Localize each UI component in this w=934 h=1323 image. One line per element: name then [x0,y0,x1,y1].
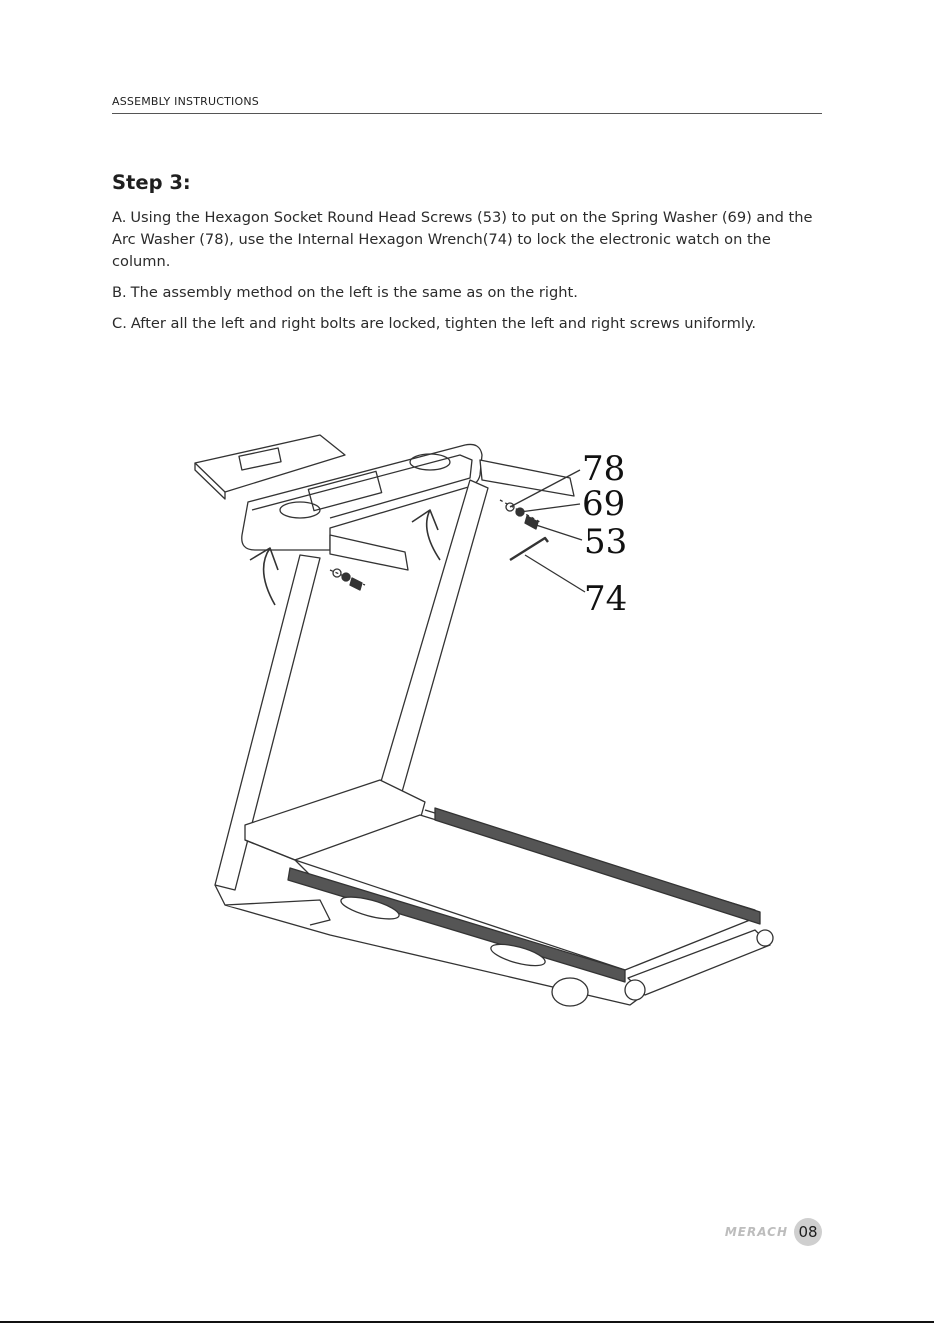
instruction-prefix: B. [112,284,127,301]
instruction-text: After all the left and right bolts are locked, tighten the left and right screws uniformly. [130,315,757,332]
callout-74: 74 [584,579,628,619]
instruction-c [112,313,828,335]
instruction-prefix: A. [112,209,127,226]
step-title: Step 3: [112,171,191,194]
instruction-list [112,207,828,344]
instruction-a [112,207,828,273]
page-number: 08 [794,1218,822,1246]
treadmill-assembly-diagram [180,430,800,1040]
callout-78: 78 [582,449,626,489]
instruction-b [112,282,828,304]
callout-69: 69 [582,484,626,524]
callout-53: 53 [584,522,628,562]
brand-logo: MERACH [724,1225,788,1239]
treadmill-drawing [180,430,800,1040]
page-footer [725,1218,822,1246]
instruction-prefix: C. [112,315,127,332]
section-header [112,95,822,114]
instruction-text: Using the Hexagon Socket Round Head Screws (53) to put on the Spring Washer (69) and the Arc Washer (78), use the Internal Hexagon Wrench(74) to lock the electronic watch on the column. [112,209,813,270]
instruction-text: The assembly method on the left is the same as on the right. [130,284,578,301]
section-title: ASSEMBLY INSTRUCTIONS [112,95,259,108]
